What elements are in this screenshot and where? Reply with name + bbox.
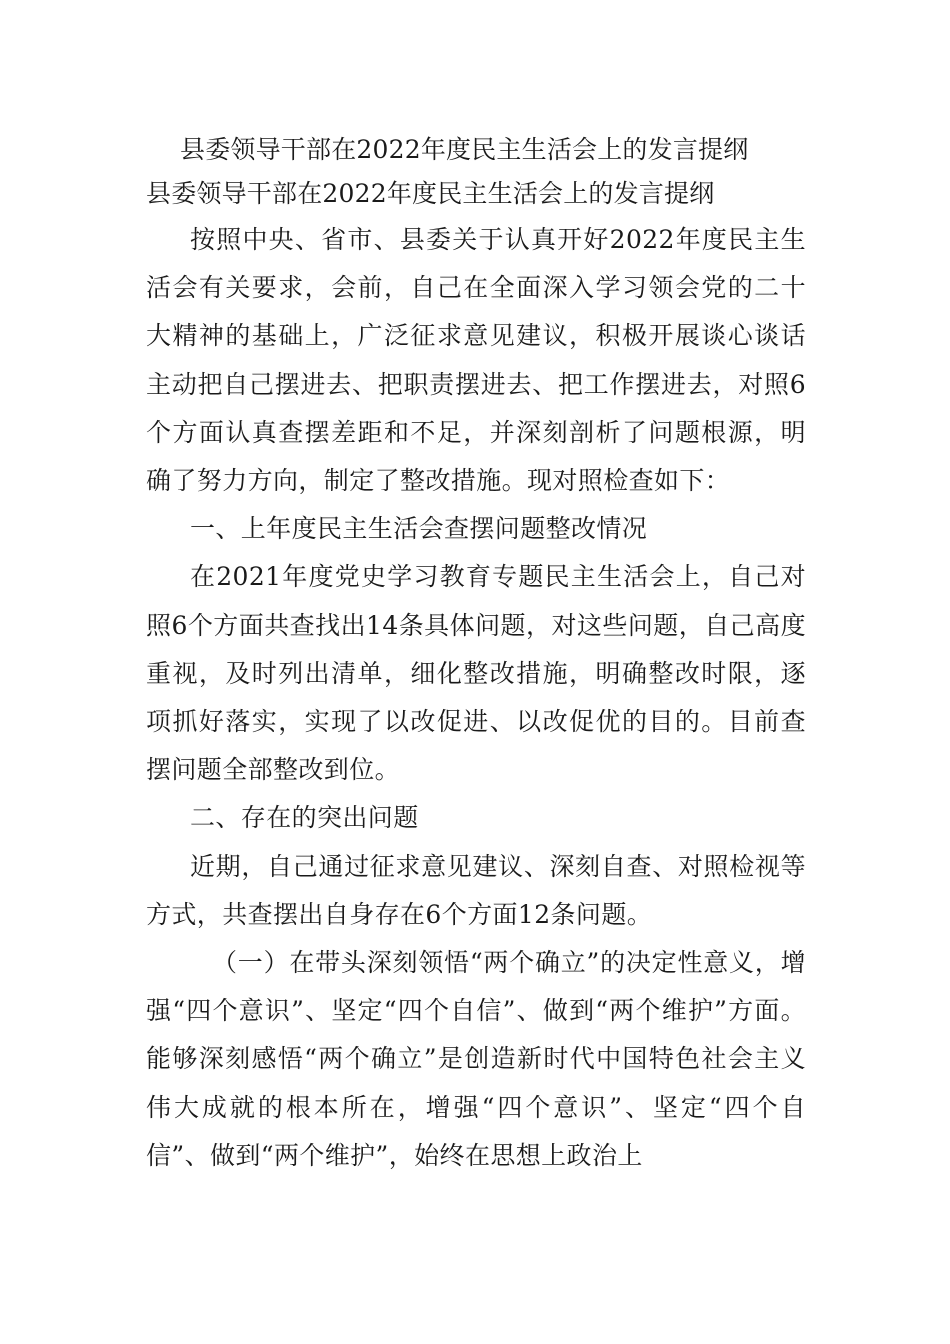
section-2-paragraph: 近期，自己通过征求意见建议、深刻自查、对照检视等方式，共查摆出自身存在6个方面12条问题。 bbox=[146, 851, 806, 929]
document-title: 县委领导干部在2022年度民主生活会上的发言提纲 bbox=[180, 135, 749, 164]
section-heading-1: 一、上年度民主生活会查摆问题整改情况 bbox=[190, 514, 648, 544]
subsection-1-paragraph: （一）在带头深刻领悟“两个确立”的决定性意义，增强“四个意识”、坚定“四个自信”、做到“两个维护”方面。能够深刻感悟“两个确立”是创造新时代中国特色社会主义伟大成就的根本所在，增强“四个意识”、坚定“四个自信”、做到“两个维护”，始终在思想上政治上 bbox=[146, 948, 806, 1170]
section-heading-2: 二、存在的突出问题 bbox=[190, 803, 419, 833]
intro-paragraph: 按照中央、省市、县委关于认真开好2022年度民主生活会有关要求，会前，自己在全面深入学习领会党的二十大精神的基础上，广泛征求意见建议，积极开展谈心谈话主动把自己摆进去、把职责摆进去、把工作摆进去，对照6个方面认真查摆差距和不足，并深刻剖析了问题根源，明确了努力方向，制定了整改措施。现对照检查如下： bbox=[146, 225, 806, 496]
document-title-repeat: 县委领导干部在2022年度民主生活会上的发言提纲 bbox=[146, 179, 715, 208]
document-page bbox=[146, 128, 806, 1180]
section-1-paragraph: 在2021年度党史学习教育专题民主生活会上，自己对照6个方面共查找出14条具体问题，对这些问题，自己高度重视，及时列出清单，细化整改措施，明确整改时限，逐项抓好落实，实现了以改促进、以改促优的目的。目前查摆问题全部整改到位。 bbox=[146, 562, 806, 785]
